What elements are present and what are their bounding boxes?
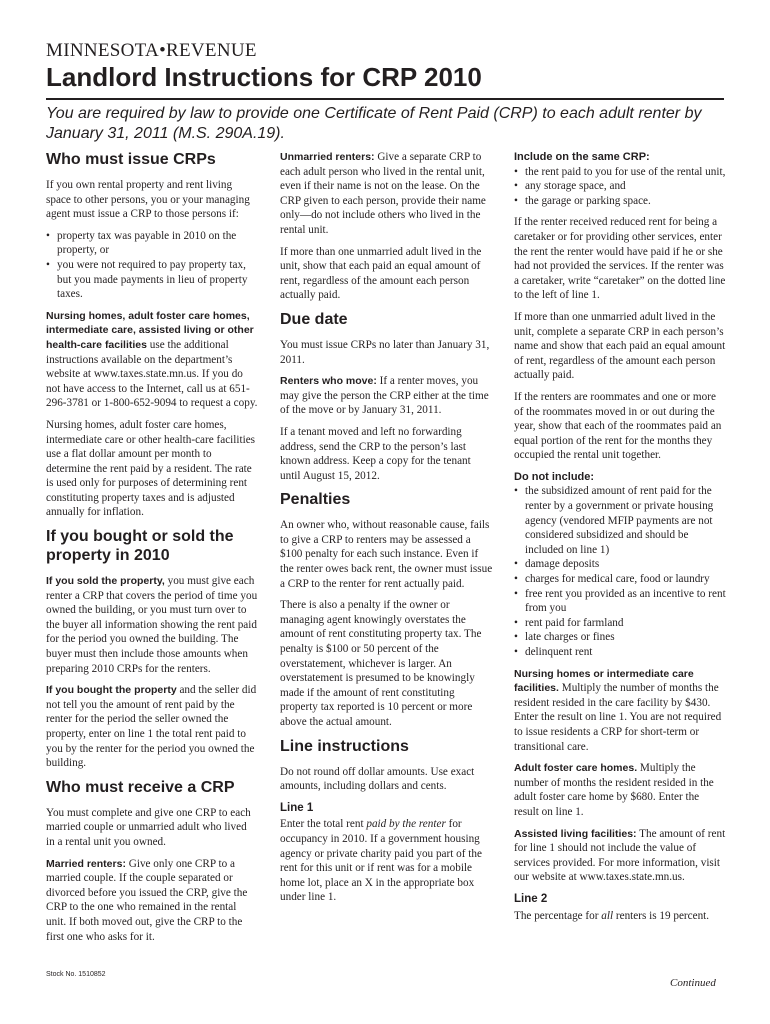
bought-text: and the seller did not tell you the amount of rent paid by the renter for the period the seller owned the property, enter on line 1 the total rent paid to you by the renter for the period you owned the building. — [46, 684, 257, 770]
nursing-intermediate-text: Multiply the number of months the resident resided in the care facility by $430. Enter the result on line 1. You are not required to issue residents a CRP for short-term or transitional care. — [514, 682, 722, 753]
nursing-homes-text: use the additional instructions available on the department’s website at www.taxes.state.mn.us. If you do not have access to the Internet, call us at 651-296-3781 or 1-800-652-9094 to request a copy. — [46, 338, 258, 410]
line-instructions-paragraph: Do not round off dollar amounts. Use exact amounts, including dollars and cents. — [280, 765, 475, 793]
heading-penalties: Penalties — [280, 491, 351, 509]
exclude-list — [514, 484, 726, 659]
flat-rate-paragraph: Nursing homes, adult foster care homes, intermediate care or other health-care facilities use a flat dollar amount per month to determine the rent paid by a resident. The rate is used only for purposes of determining rent constituting property taxes and is adjusted annually for inflation. — [46, 418, 256, 519]
line-2-text-b: renters is 19 percent. — [613, 909, 710, 922]
list-item: • the rent paid to you for use of the rental unit, — [514, 165, 726, 180]
bought-lead: If you bought the property — [46, 684, 177, 697]
heading-bought-or-sold: If you bought or sold the property in 2010 — [46, 528, 234, 565]
sold-paragraph — [46, 574, 258, 676]
continued-label: Continued — [670, 977, 716, 989]
heading-who-must-receive: Who must receive a CRP — [46, 778, 235, 796]
sold-lead: If you sold the property, — [46, 575, 165, 588]
unmarried-renters-text: Give a separate CRP to each adult person who lived in the rental unit, even if their name is not on the lease. On the CRP given to each person, provide their name only—do not include others who lived in the rental unit. — [280, 151, 486, 236]
list-item: • the garage or parking space. — [514, 194, 726, 209]
due-date-paragraph: You must issue CRPs no later than January 31, 2011. — [280, 338, 490, 366]
line-2-emphasis: all — [601, 909, 614, 922]
line-1-paragraph — [280, 817, 494, 905]
list-item: • rent paid for farmland — [514, 616, 726, 631]
line-1-emphasis: paid by the renter — [366, 818, 446, 831]
heading-line-instructions: Line instructions — [280, 737, 409, 755]
adult-foster-paragraph — [514, 761, 726, 819]
issue-paragraph: If you own rental property and rent living space to other persons, you or your managing agent must issue a CRP to those persons if: — [46, 179, 250, 221]
adult-foster-text: Multiply the number of months the resident resided in the adult foster care home by $680. Enter the result on line 1. — [514, 762, 714, 818]
line-2-text-a: The percentage for — [514, 909, 602, 922]
list-item: • free rent you provided as an incentive to rent from you — [514, 587, 726, 616]
penalty-paragraph-2: There is also a penalty if the owner or managing agent knowingly overstates the amount of rent constituting property tax. The penalty is $100 or 50 percent of the overstatement, whichever is larger. An overstatement is presumed to be knowingly made if the amount of rent constituting property tax reported is 10 percent or more above the actual amount. — [280, 599, 482, 728]
list-item: • property tax was payable in 2010 on the property, or — [46, 229, 258, 258]
line-2-heading: Line 2 — [514, 892, 548, 905]
assisted-living-lead: Assisted living facilities: — [514, 827, 637, 840]
include-heading: Include on the same CRP: — [514, 151, 650, 163]
nursing-intermediate-lead: Nursing homes or intermediate care facilities. — [514, 667, 694, 695]
sold-text: you must give each renter a CRP that covers the period of time you owned the building, or you must turn over to the buyer all information showing the rent paid for the period you owned the building. The buyer must then include those amounts when preparing 2010 CRPs for the renters. — [46, 575, 258, 675]
line-1-text-b: for occupancy in 2010. If a government housing agency or private charity paid you part of the rent for this unit or if rent was for a mobile home lot, place an X in the appropriate box under line 1. — [280, 818, 482, 904]
renters-who-move-lead: Renters who move: — [280, 375, 377, 388]
assisted-living-paragraph — [514, 827, 726, 885]
list-item: • any storage space, and — [514, 179, 726, 194]
penalty-paragraph-1: An owner who, without reasonable cause, fails to give a CRP to renters may be assessed a $100 penalty for each such instance. Even if the renter owes back rent, the owner must issue a CRP to the renter for rent actually paid. — [280, 519, 493, 590]
renters-who-move-paragraph — [280, 374, 494, 418]
line-1-heading: Line 1 — [280, 801, 314, 814]
document-subtitle: You are required by law to provide one Certificate of Rent Paid (CRP) to each adult renter by January 31, 2011 (M.S. 290A.19). — [46, 105, 702, 142]
married-renters-text: Give only one CRP to a married couple. If the couple separated or divorced before you issued the CRP, give the CRP to the one who remained in the rental unit. If both moved out, give the CRP to the first one who asks for it. — [46, 857, 248, 943]
include-list — [514, 165, 726, 209]
list-item: • you were not required to pay property tax, but you made payments in lieu of property taxes. — [46, 258, 258, 302]
title-rule — [46, 98, 724, 100]
roommates-paragraph: If the renters are roommates and one or more of the roommates moved in or out during the year, show that each of the roommates paid an equal portion of the rent for the months they occupied the rental unit together. — [514, 390, 722, 462]
assisted-living-text: The amount of rent for line 1 should not include the value of services provided. For more information, visit our website at www.taxes.state.mn.us. — [514, 827, 726, 884]
married-renters-paragraph — [46, 857, 258, 945]
caretaker-paragraph: If the renter received reduced rent for being a caretaker or for providing other services, enter the rent the renter would have paid if he or she had not provided the services. If the renter was a caretaker, write “caretaker” on the dotted line to the left of line 1. — [514, 216, 726, 302]
document-title: Landlord Instructions for CRP 2010 — [46, 62, 482, 92]
column-left — [46, 150, 258, 951]
nursing-homes-paragraph — [46, 309, 258, 411]
nursing-intermediate-paragraph — [514, 667, 726, 755]
renters-who-move-text: If a renter moves, you may give the person the CRP either at the time of the move or by January 31, 2011. — [280, 375, 489, 417]
receive-paragraph: You must complete and give one CRP to each married couple or unmarried adult who lived in a rental unit you owned. — [46, 806, 251, 848]
exclude-heading: Do not include: — [514, 470, 595, 483]
adult-foster-lead: Adult foster care homes. — [514, 762, 638, 775]
married-renters-lead: Married renters: — [46, 857, 126, 870]
issue-conditions-list — [46, 229, 258, 302]
nursing-homes-lead: Nursing homes, adult foster care homes, intermediate care, assisted living or other health-care facilities — [46, 309, 254, 351]
bought-paragraph — [46, 683, 258, 771]
list-item: • the subsidized amount of rent paid for the renter by a government or private housing agency (vendored MFIP payments are not considered subsidized and should be included on line 1) — [514, 484, 726, 557]
list-item: • delinquent rent — [514, 645, 726, 660]
list-item: • damage deposits — [514, 557, 726, 572]
list-item: • late charges or fines — [514, 630, 726, 645]
tenant-forwarding-paragraph: If a tenant moved and left no forwarding address, send the CRP to the person’s last known address. Keep a copy for the tenant until August 15, 2012. — [280, 425, 471, 482]
equal-rent-paragraph: If more than one unmarried adult lived in the unit, show that each paid an equal amount of rent, regardless of the amount each person actually paid. — [280, 245, 482, 302]
line-1-text-a: Enter the total rent — [280, 818, 367, 831]
unmarried-adults-paragraph: If more than one unmarried adult lived in the unit, complete a separate CRP in each person’s name and show that each paid an equal amount of rent, regardless of the amount each person actually paid. — [514, 310, 726, 382]
unmarried-renters-lead: Unmarried renters: — [280, 151, 375, 163]
column-right — [514, 150, 726, 930]
stock-number: Stock No. 1510852 — [46, 971, 106, 978]
column-middle — [280, 150, 494, 912]
line-2-paragraph — [514, 909, 726, 924]
agency-brand: MINNESOTA•REVENUE — [46, 40, 257, 61]
heading-who-must-issue: Who must issue CRPs — [46, 151, 216, 168]
list-item: • charges for medical care, food or laundry — [514, 572, 726, 587]
heading-due-date: Due date — [280, 310, 348, 328]
unmarried-renters-paragraph — [280, 150, 494, 238]
